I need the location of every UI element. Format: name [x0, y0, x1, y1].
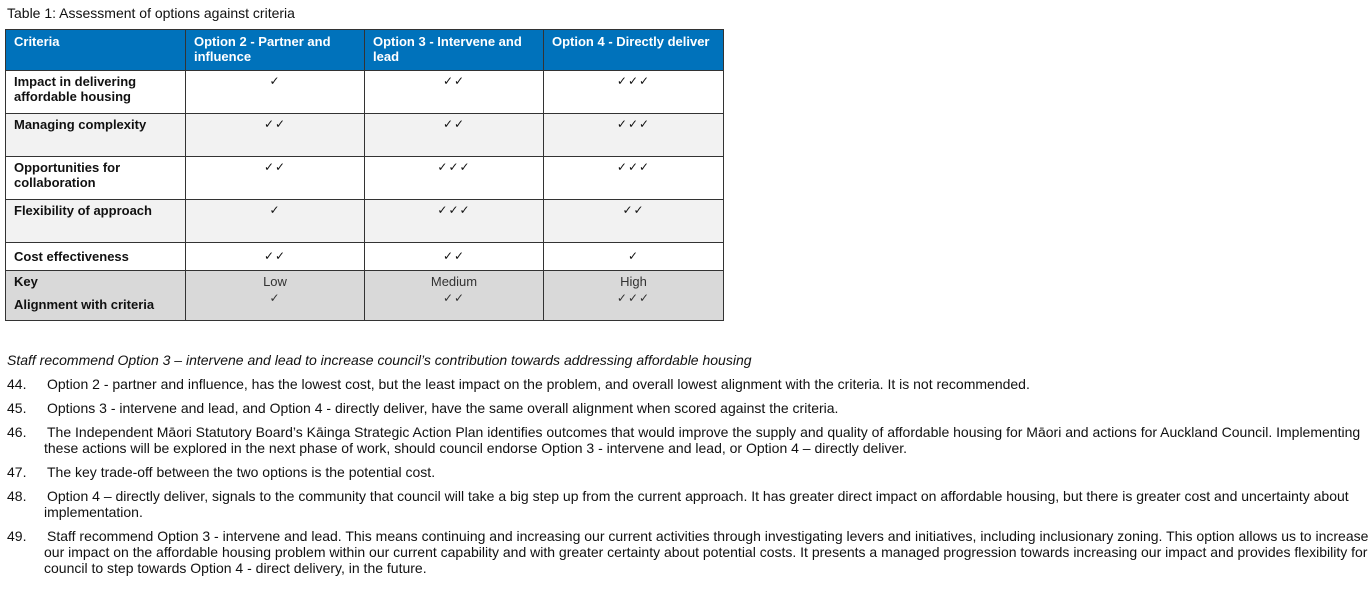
key-cell-medium	[365, 271, 544, 321]
numbered-paragraphs	[7, 376, 1369, 584]
key-level: Medium	[430, 274, 478, 289]
paragraph-number: 49.	[7, 528, 27, 544]
header-option-4: Option 4 - Directly deliver	[544, 30, 724, 71]
paragraph-text: Staff recommend Option 3 - intervene and lead. This means continuing and increasing our current activities through investigating levers and initiatives, including inclusionary zoning. This option allows us to increase our impact on the affordable housing problem within our current capability and with greater certainty about potential costs. It presents a managed progression towards increasing our impact and provides flexibility for council to step towards Option 4 - direct delivery, in the future.	[44, 528, 1369, 576]
paragraph-48	[7, 488, 1369, 520]
paragraph-number: 44.	[7, 376, 27, 392]
paragraph-number: 45.	[7, 400, 27, 416]
paragraph-46	[7, 424, 1369, 456]
paragraph-47	[7, 464, 1369, 480]
key-level: High	[620, 274, 647, 289]
key-level: Low	[263, 274, 287, 289]
checkmark-cell: ✓✓	[544, 200, 724, 243]
checkmark-cell: ✓	[544, 243, 724, 271]
key-checkmark: ✓✓	[442, 291, 466, 305]
criterion-cell: Flexibility of approach	[6, 200, 186, 243]
checkmark-cell: ✓✓	[365, 114, 544, 157]
checkmark-cell: ✓✓✓	[365, 200, 544, 243]
paragraph-45	[7, 400, 1369, 416]
paragraph-44	[7, 376, 1369, 392]
criterion-cell: Opportunities for collaboration	[6, 157, 186, 200]
checkmark-cell: ✓✓✓	[544, 114, 724, 157]
header-option-3: Option 3 - Intervene and lead	[365, 30, 544, 71]
paragraph-49	[7, 528, 1369, 576]
paragraph-text: The key trade-off between the two options is the potential cost.	[47, 464, 436, 480]
checkmark-cell: ✓✓✓	[544, 71, 724, 114]
assessment-table	[5, 29, 724, 321]
checkmark-cell: ✓✓	[186, 157, 365, 200]
table-row	[6, 114, 724, 157]
paragraph-text: Options 3 - intervene and lead, and Option 4 - directly deliver, have the same overall alignment when scored against the criteria.	[47, 400, 839, 416]
checkmark-cell: ✓	[186, 71, 365, 114]
table-header-row	[6, 30, 724, 71]
paragraph-number: 47.	[7, 464, 27, 480]
criterion-cell: Impact in delivering affordable housing	[6, 71, 186, 114]
checkmark-cell: ✓✓✓	[544, 157, 724, 200]
key-label: Key	[14, 274, 38, 289]
checkmark-cell: ✓✓	[365, 71, 544, 114]
paragraph-number: 48.	[7, 488, 27, 504]
checkmark-cell: ✓	[186, 200, 365, 243]
header-option-2: Option 2 - Partner and influence	[186, 30, 365, 71]
key-checkmark: ✓	[269, 291, 281, 305]
key-sublabel: Alignment with criteria	[14, 297, 155, 312]
paragraph-text: Option 4 – directly deliver, signals to the community that council will take a big step up from the current approach. It has greater direct impact on affordable housing, but there is greater cost and uncertainty about implementation.	[44, 488, 1349, 520]
paragraph-text: The Independent Māori Statutory Board’s Kāinga Strategic Action Plan identifies outcomes that would improve the supply and quality of affordable housing for Māori and actions for Auckland Council. Implementing these actions will be explored in the next phase of work, should council endorse Option 3 - intervene and lead, or Option 4 – directly deliver.	[44, 424, 1361, 456]
checkmark-cell: ✓✓✓	[365, 157, 544, 200]
table-row	[6, 243, 724, 271]
table-row	[6, 71, 724, 114]
checkmark-cell: ✓✓	[186, 243, 365, 271]
header-criteria: Criteria	[6, 30, 186, 71]
key-cell-high	[544, 271, 724, 321]
criterion-cell: Cost effectiveness	[6, 243, 186, 271]
key-cell-low	[186, 271, 365, 321]
key-row	[6, 271, 724, 321]
recommendation-heading: Staff recommend Option 3 – intervene and lead to increase council’s contribution towards addressing affordable housing	[7, 352, 752, 368]
paragraph-number: 46.	[7, 424, 27, 440]
criterion-cell: Managing complexity	[6, 114, 186, 157]
checkmark-cell: ✓✓	[365, 243, 544, 271]
key-checkmark: ✓✓✓	[616, 291, 651, 305]
table-caption: Table 1: Assessment of options against criteria	[7, 5, 295, 21]
paragraph-text: Option 2 - partner and influence, has the lowest cost, but the least impact on the problem, and overall lowest alignment with the criteria. It is not recommended.	[47, 376, 1030, 392]
checkmark-cell: ✓✓	[186, 114, 365, 157]
table-row	[6, 157, 724, 200]
key-label-cell	[6, 271, 186, 321]
table-row	[6, 200, 724, 243]
